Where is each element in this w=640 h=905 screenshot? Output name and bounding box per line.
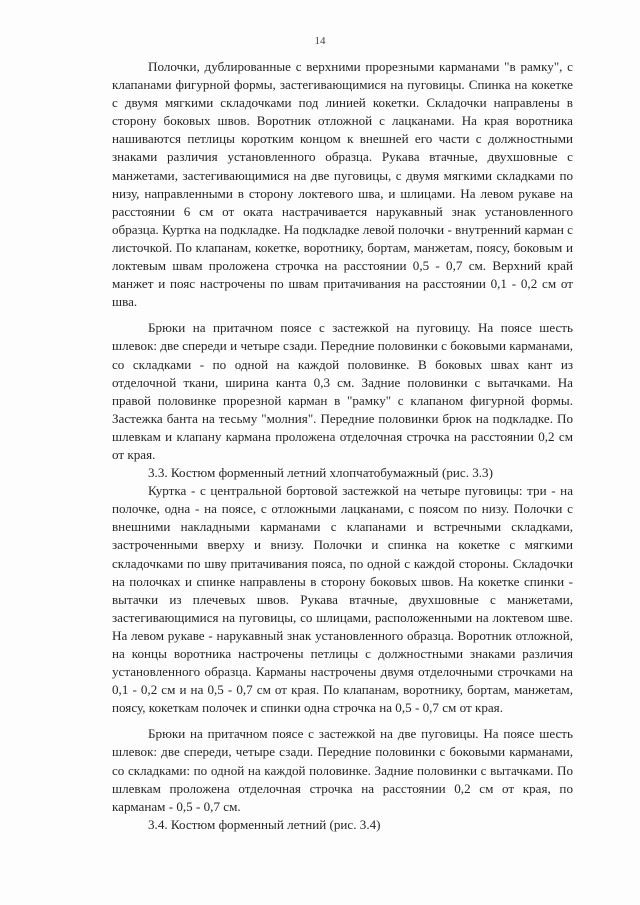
- document-body: [112, 58, 573, 834]
- section-heading-3-3: 3.3. Костюм форменный летний хлопчатобумажный (рис. 3.3): [148, 465, 493, 481]
- section-heading-3-4: 3.4. Костюм форменный летний (рис. 3.4): [148, 816, 381, 832]
- page-number: 14: [314, 35, 326, 47]
- paragraph-trousers-description: Брюки на притачном поясе с застежкой на пуговицу. На поясе шесть шлевок: две спереди и четыре сзади. Передние половинки с боковыми карманами, со складками - по одной на каждой половинке. В боковых швах кант из отделочной ткани, ширина канта 0,3 см. Задние половинки с вытачками. На правой половинке прорезной карман в "рамку" с клапаном фигурной формы. Застежка банта на тесьму "молния". Передние половинки брюк на подкладке. По шлевкам и клапану кармана проложена отделочная строчка на расстоянии 0,2 см от края.: [112, 320, 573, 462]
- paragraph-summer-trousers-description: Брюки на притачном поясе с застежкой на две пуговицы. На поясе шесть шлевок: две спереди, четыре сзади. Передние половинки с боковыми карманами, со складками: по одной на каждой половинке. Задние половинки с вытачками. По шлевкам проложена отделочная строчка на расстоянии 0,2 см от края, по карманам - 0,5 - 0,7 см.: [112, 726, 573, 814]
- paragraph-jacket-description: Полочки, дублированные с верхними прорезными карманами "в рамку", с клапанами фигурной формы, застегивающимися на пуговицы. Спинка на кокетке с двумя мягкими складочками под линией кокетки. Складочки направлены в сторону боковых швов. Воротник отложной с лацканами. На края воротника нашиваются петлицы коротким концом к внешней его части с должностными знаками различия установленного образца. Рукава втачные, двухшовные с манжетами, застегивающимися на две пуговицы, с двумя мягкими складками по низу, направленными в сторону локтевого шва, и шлицами. На левом рукаве на расстоянии 6 см от оката настрачивается нарукавный знак установленного образца. Куртка на подкладке. На подкладке левой полочки - внутренний карман с листочкой. По клапанам, кокетке, воротнику, бортам, манжетам, поясу, боковым и локтевым швам проложена строчка на расстоянии 0,5 - 0,7 см. Верхний край манжет и пояс настрочены по швам притачивания на расстоянии 0,1 - 0,2 см от шва.: [112, 59, 573, 310]
- paragraph-summer-jacket-description: Куртка - с центральной бортовой застежкой на четыре пуговицы: три - на полочке, одна - на поясе, с отложными лацканами, с поясом по низу. Полочки с внешними накладными карманами с клапанами и встречными складками, застроченными вверху и внизу. Полочки и спинка на кокетке с мягкими складочками по шву притачивания пояса, по одной с каждой стороны. Складочки на полочках и спинке направлены в сторону боковых швов. На кокетке спинки - вытачки из плечевых швов. Рукава втачные, двухшовные с манжетами, застегивающимися на пуговицы, со шлицами, расположенными на локтевом шве. На левом рукаве - нарукавный знак установленного образца. Воротник отложной, на концы воротника настрочены петлицы с должностными знаками различия установленного образца. Карманы настрочены двумя отделочными строчками на 0,1 - 0,2 см и на 0,5 - 0,7 см от края. По клапанам, воротнику, бортам, манжетам, поясу, кокеткам полочек и спинки одна строчка на 0,5 - 0,7 см от края.: [112, 483, 573, 716]
